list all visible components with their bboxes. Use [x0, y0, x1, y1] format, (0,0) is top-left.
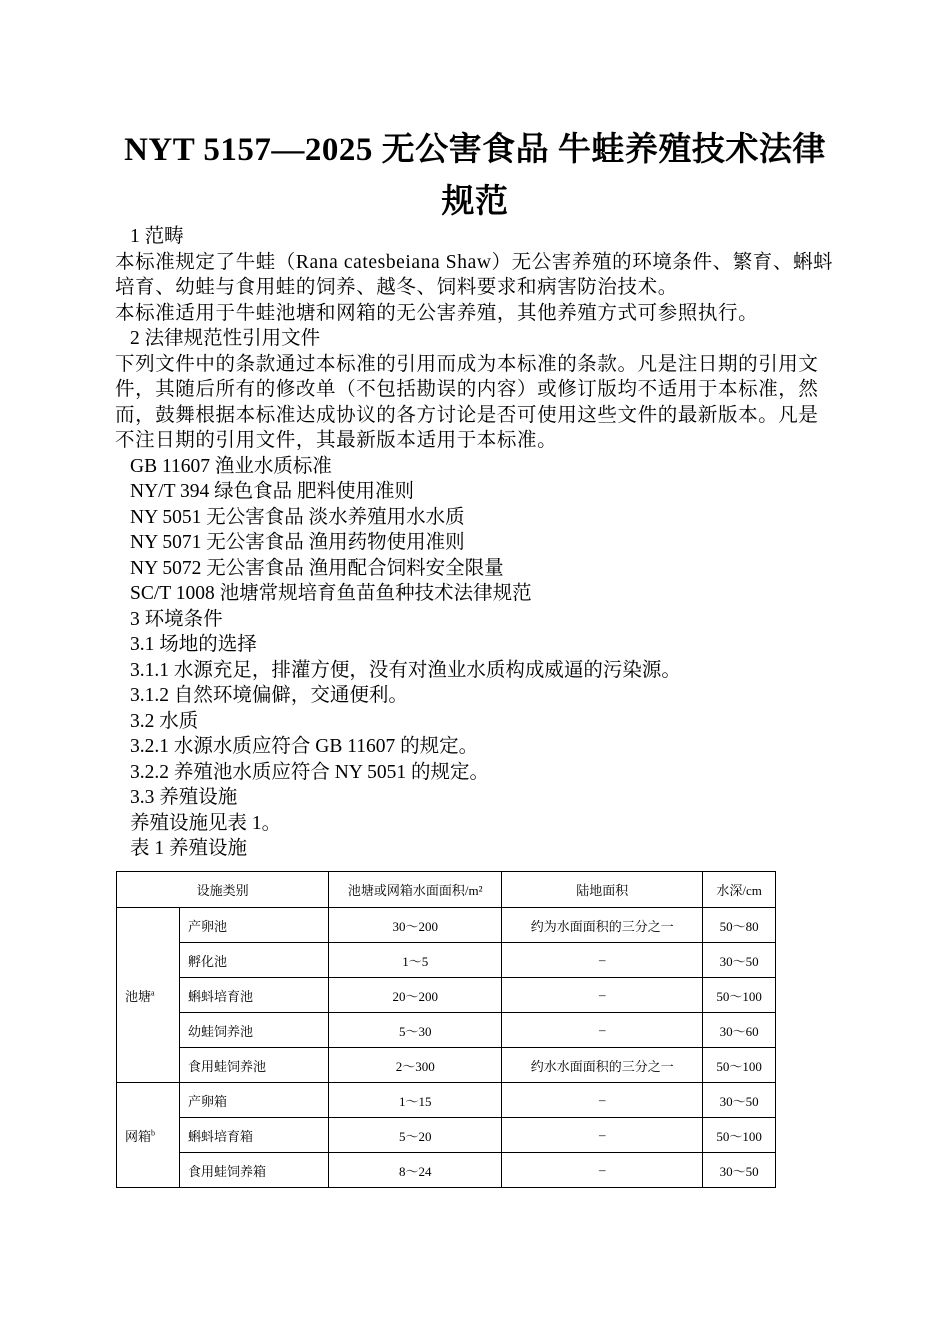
section-3-3-paragraph: 养殖设施见表 1。 [130, 812, 282, 834]
reference-item: GB 11607 渔业水质标准 [130, 455, 332, 477]
facility-name: 幼蛙饲养池 [180, 1013, 329, 1048]
water-depth-cell: 30～60 [703, 1013, 776, 1048]
land-area-cell: – [502, 1083, 703, 1118]
group-pond [117, 908, 180, 1083]
water-area-cell: 1～15 [329, 1083, 502, 1118]
reference-item: NY/T 394 绿色食品 肥料使用准则 [130, 481, 415, 502]
header-water-depth: 水深/cm [703, 872, 776, 908]
table-header-row [117, 872, 776, 908]
table-row [117, 978, 776, 1013]
section-2-heading: 2 法律规范性引用文件 [130, 328, 321, 349]
section-3-1-heading: 3.1 场地的选择 [130, 634, 257, 655]
land-area-cell: – [502, 1013, 703, 1048]
section-1-heading: 1 范畴 [130, 226, 184, 247]
reference-item: SC/T 1008 池塘常规培育鱼苗鱼种技术法律规范 [130, 583, 532, 604]
land-area-cell: 约为水面面积的三分之一 [502, 908, 703, 943]
water-depth-cell: 50～100 [703, 1048, 776, 1083]
header-land-area: 陆地面积 [502, 872, 703, 908]
land-area-cell: – [502, 1118, 703, 1153]
facilities-table [116, 871, 776, 1188]
facility-name: 蝌蚪培育箱 [180, 1118, 329, 1153]
facility-name: 孵化池 [180, 943, 329, 978]
facility-name: 蝌蚪培育池 [180, 978, 329, 1013]
document-title: NYT 5157—2025 无公害食品 牛蛙养殖技术法律规范 [124, 132, 826, 220]
document-body [115, 224, 835, 862]
clause-3-1-1: 3.1.1 水源充足，排灌方便，没有对渔业水质构成威逼的污染源。 [130, 659, 681, 681]
section-2-paragraph-1: 下列文件中的条款通过本标准的引用而成为本标准的条款。凡是注日期的引用文件，其随后所有的修改单（不包括勘误的内容）或修订版均不适用于本标准，然而，鼓舞根据本标准达成协议的各方讨论是否可使用这些文件的最新版本。凡是不注日期的引用文件，其最新版本适用于本标准。 [115, 353, 819, 451]
facility-name: 食用蛙饲养池 [180, 1048, 329, 1083]
table-caption: 表 1 养殖设施 [130, 838, 248, 859]
clause-3-1-2: 3.1.2 自然环境偏僻，交通便利。 [130, 685, 408, 706]
water-depth-cell: 30～50 [703, 943, 776, 978]
footnote-mark: a [151, 988, 155, 998]
section-3-3-heading: 3.3 养殖设施 [130, 787, 238, 808]
clause-3-2-2: 3.2.2 养殖池水质应符合 NY 5051 的规定。 [130, 761, 489, 783]
water-area-cell: 20～200 [329, 978, 502, 1013]
water-depth-cell: 30～50 [703, 1153, 776, 1188]
section-1-paragraph-1: 本标准规定了牛蛙（Rana catesbeiana Shaw）无公害养殖的环境条件、繁育、蝌蚪培育、幼蛙与食用蛙的饲养、越冬、饲料要求和病害防治技术。 [115, 251, 834, 298]
clause-3-2-1: 3.2.1 水源水质应符合 GB 11607 的规定。 [130, 736, 479, 757]
land-area-cell: – [502, 943, 703, 978]
water-area-cell: 8～24 [329, 1153, 502, 1188]
section-3-2-heading: 3.2 水质 [130, 710, 199, 732]
table-row [117, 1013, 776, 1048]
section-1-paragraph-2: 本标准适用于牛蛙池塘和网箱的无公害养殖，其他养殖方式可参照执行。 [115, 302, 759, 324]
facility-name: 产卵箱 [180, 1083, 329, 1118]
land-area-cell: – [502, 978, 703, 1013]
reference-item: NY 5051 无公害食品 淡水养殖用水水质 [130, 506, 465, 528]
facility-name: 产卵池 [180, 908, 329, 943]
water-area-cell: 30～200 [329, 908, 502, 943]
header-water-area: 池塘或网箱水面面积/m² [329, 872, 502, 908]
header-facility-type: 设施类别 [117, 872, 329, 908]
table-row [117, 1118, 776, 1153]
reference-item: NY 5072 无公害食品 渔用配合饲料安全限量 [130, 557, 504, 579]
table-row [117, 1083, 776, 1118]
group-pond-label: 池塘 [125, 988, 152, 1004]
table-row [117, 1153, 776, 1188]
group-cage-label: 网箱 [125, 1128, 152, 1144]
water-depth-cell: 50～80 [703, 908, 776, 943]
land-area-cell: – [502, 1153, 703, 1188]
section-3-heading: 3 环境条件 [130, 608, 223, 630]
water-area-cell: 1～5 [329, 943, 502, 978]
reference-item: NY 5071 无公害食品 渔用药物使用准则 [130, 532, 465, 553]
water-depth-cell: 30～50 [703, 1083, 776, 1118]
water-area-cell: 2～300 [329, 1048, 502, 1083]
table-row [117, 908, 776, 943]
group-cage [117, 1083, 180, 1188]
water-depth-cell: 50～100 [703, 1118, 776, 1153]
water-area-cell: 5～30 [329, 1013, 502, 1048]
water-area-cell: 5～20 [329, 1118, 502, 1153]
water-depth-cell: 50～100 [703, 978, 776, 1013]
land-area-cell: 约水水面面积的三分之一 [502, 1048, 703, 1083]
facility-name: 食用蛙饲养箱 [180, 1153, 329, 1188]
table-row [117, 1048, 776, 1083]
footnote-mark: b [151, 1128, 156, 1138]
table-row [117, 943, 776, 978]
